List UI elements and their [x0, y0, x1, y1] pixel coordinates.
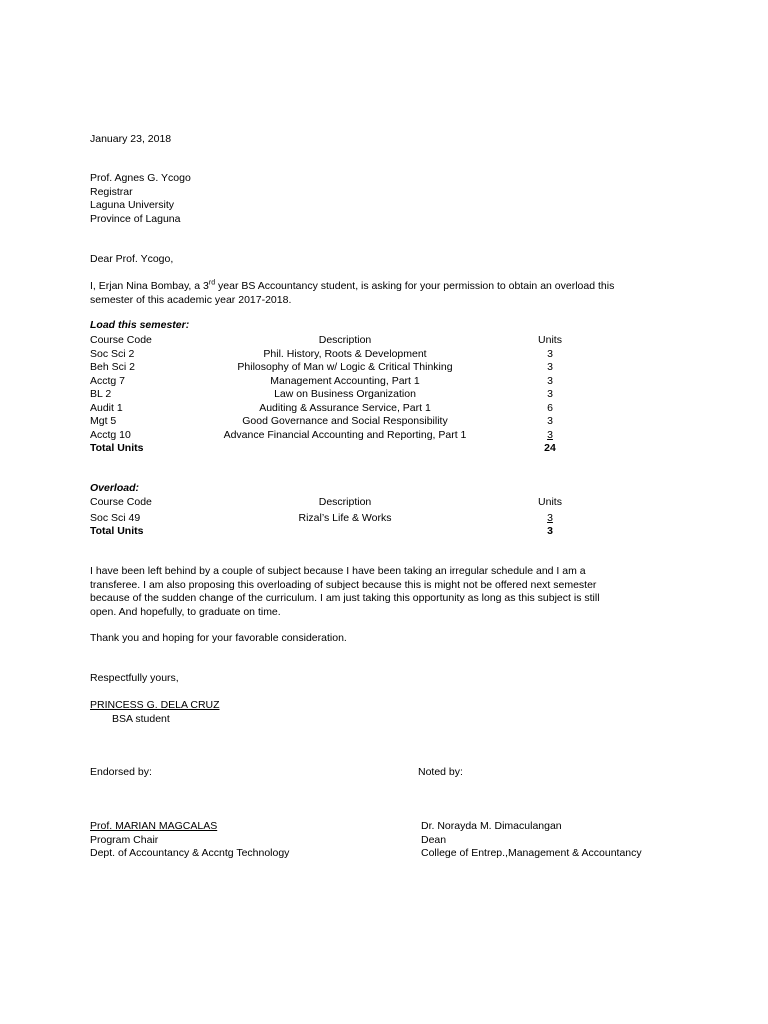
reason-paragraph [90, 565, 670, 619]
course-description: Rizal’s Life & Works [298, 511, 392, 524]
overload-header-description: Description [318, 496, 372, 508]
endorsed-label: Endorsed by: [90, 766, 152, 778]
total-units-label: Total Units [90, 525, 144, 537]
total-units-value: 24 [544, 442, 556, 454]
complimentary-close: Respectfully yours, [90, 672, 179, 684]
letter-date: January 23, 2018 [90, 133, 172, 145]
overload-table-title: Overload: [90, 482, 140, 494]
overload-table-header [90, 496, 570, 510]
course-description: Phil. History, Roots & Development [263, 347, 427, 360]
reason-line: transferee. I am also proposing this overloading of subject because this is might not be offered next semester [90, 578, 597, 591]
course-units: 3 [547, 428, 553, 441]
intro-sup: rd [208, 279, 216, 287]
table-row [90, 402, 570, 416]
course-code: Soc Sci 2 [90, 347, 135, 360]
overload-header-units: Units [538, 496, 562, 508]
course-description: Auditing & Assurance Service, Part 1 [259, 401, 431, 414]
intro-paragraph [90, 280, 670, 307]
course-code: Acctg 10 [90, 428, 131, 441]
table-row [90, 375, 570, 389]
course-code: BL 2 [90, 388, 112, 400]
overload-total-row [90, 525, 570, 539]
endorser-block [90, 820, 289, 861]
noter-block [421, 820, 642, 861]
reason-line: open. And hopefully, to graduate on time. [90, 605, 281, 618]
load-total-row [90, 442, 570, 456]
course-code: Audit 1 [90, 401, 123, 414]
course-units: 3 [547, 415, 553, 427]
load-table [90, 334, 570, 456]
load-table-title: Load this semester: [90, 319, 190, 331]
overload-table [90, 496, 570, 539]
noter-name: Dr. Norayda M. Dimaculangan [421, 820, 562, 832]
course-description: Advance Financial Accounting and Reporting, Part 1 [223, 428, 467, 441]
intro-line-2: semester of this academic year 2017-2018. [90, 293, 292, 306]
course-units: 3 [547, 388, 553, 400]
endorser-dept: Dept. of Accountancy & Accntg Technology [90, 847, 290, 859]
noted-label: Noted by: [418, 766, 463, 778]
reason-line: because of the sudden change of the curriculum. I am just taking this opportunity as long as this subject is still [90, 592, 600, 604]
recipient-name: Prof. Agnes G. Ycogo [90, 172, 191, 184]
overload-header-code: Course Code [90, 496, 152, 508]
noter-title: Dean [421, 833, 447, 846]
intro-pre: I, Erjan Nina Bombay, a 3 [90, 280, 209, 292]
table-row [90, 429, 570, 443]
table-row [90, 512, 570, 526]
recipient-block [90, 172, 191, 226]
table-row [90, 361, 570, 375]
load-table-header [90, 334, 570, 348]
load-header-units: Units [538, 334, 562, 346]
course-units: 3 [547, 361, 553, 373]
course-units: 6 [547, 401, 553, 414]
endorser-title: Program Chair [90, 833, 159, 846]
recipient-province: Province of Laguna [90, 212, 181, 225]
course-code: Acctg 7 [90, 374, 126, 387]
course-units: 3 [547, 374, 553, 387]
recipient-position: Registrar [90, 185, 133, 198]
course-description: Management Accounting, Part 1 [270, 374, 420, 387]
noter-dept: College of Entrep.,Management & Accountancy [421, 847, 642, 859]
salutation: Dear Prof. Ycogo, [90, 253, 174, 265]
table-row [90, 415, 570, 429]
signer-name: PRINCESS G. DELA CRUZ [90, 699, 220, 711]
course-description: Law on Business Organization [274, 388, 416, 400]
total-units-value: 3 [547, 525, 553, 537]
recipient-institution: Laguna University [90, 199, 175, 211]
signer-title: BSA student [112, 713, 170, 725]
load-header-description: Description [318, 334, 372, 346]
course-code: Beh Sci 2 [90, 361, 135, 373]
course-code: Soc Sci 49 [90, 511, 141, 524]
course-units: 3 [547, 511, 553, 524]
table-row [90, 348, 570, 362]
total-units-label: Total Units [90, 442, 144, 454]
thanks-line: Thank you and hoping for your favorable consideration. [90, 632, 347, 644]
reason-line: I have been left behind by a couple of subject because I have been taking an irregular schedule and I am a [90, 565, 586, 577]
course-units: 3 [547, 347, 553, 360]
load-header-code: Course Code [90, 334, 152, 346]
endorser-name: Prof. MARIAN MAGCALAS [90, 820, 218, 832]
course-description: Philosophy of Man w/ Logic & Critical Thinking [237, 361, 453, 373]
intro-post: year BS Accountancy student, is asking for your permission to obtain an overload this [215, 280, 615, 292]
table-row [90, 388, 570, 402]
course-description: Good Governance and Social Responsibility [242, 415, 448, 427]
course-code: Mgt 5 [90, 415, 117, 427]
